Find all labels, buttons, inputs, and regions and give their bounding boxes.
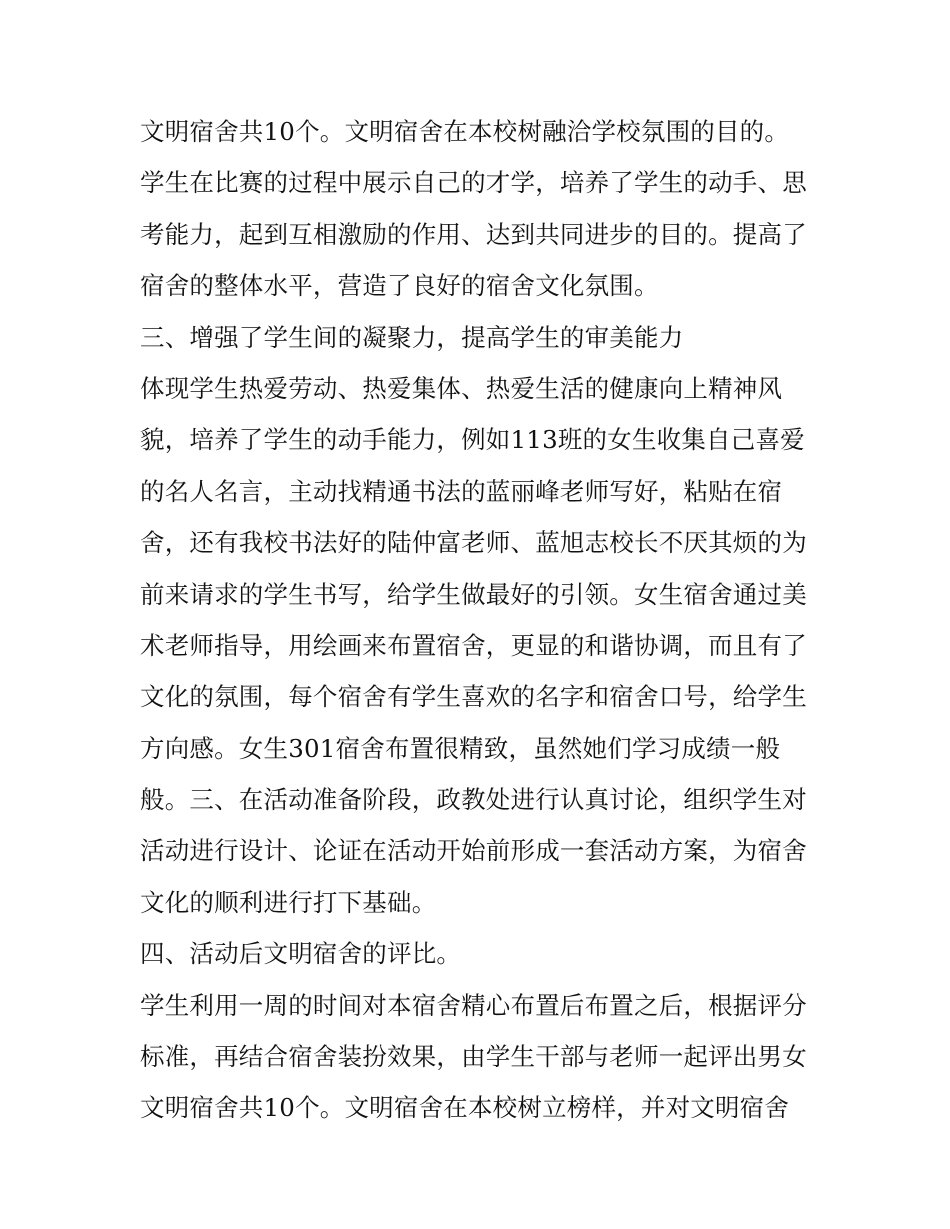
- text-line: 活动进行设计、论证在活动开始前形成一套活动方案，为宿舍: [140, 836, 807, 866]
- document-body: [140, 106, 820, 1134]
- section-heading: 三、增强了学生间的凝聚力，提高学生的审美能力: [140, 322, 684, 352]
- text-line: 的名人名言，主动找精通书法的蓝丽峰老师写好，粘贴在宿: [140, 476, 783, 506]
- text-line: 考能力，起到互相激励的作用、达到共同进步的目的。提高了: [140, 219, 807, 249]
- text-line: 前来请求的学生书写，给学生做最好的引领。女生宿舍通过美: [140, 579, 807, 609]
- text-line: 体现学生热爱劳动、热爱集体、热爱生活的健康向上精神风: [140, 373, 783, 403]
- text-line: 文明宿舍共10个。文明宿舍在本校树立榜样，并对文明宿舍: [140, 1093, 790, 1123]
- text-line: 舍，还有我校书法好的陆仲富老师、蓝旭志校长不厌其烦的为: [140, 528, 807, 558]
- text-line: 标准，再结合宿舍装扮效果，由学生干部与老师一起评出男女: [140, 1042, 807, 1072]
- text-line: 宿舍的整体水平，营造了良好的宿舍文化氛围。: [140, 271, 659, 301]
- text-line: 般。三、在活动准备阶段，政教处进行认真讨论，组织学生对: [140, 785, 807, 815]
- text-line: 文明宿舍共10个。文明宿舍在本校树融洽学校氛围的目的。: [140, 117, 790, 146]
- text-line: 文化的氛围，每个宿舍有学生喜欢的名字和宿舍口号，给学生: [140, 682, 807, 712]
- text-line: 方向感。女生301宿舍布置很精致，虽然她们学习成绩一般: [140, 733, 781, 763]
- text-line: 术老师指导，用绘画来布置宿舍，更显的和谐协调，而且有了: [140, 630, 807, 660]
- text-line: 学生利用一周的时间对本宿舍精心布置后布置之后，根据评分: [140, 990, 807, 1020]
- text-line: 貌，培养了学生的动手能力，例如113班的女生收集自己喜爱: [140, 425, 805, 455]
- section-heading: 四、活动后文明宿舍的评比。: [140, 939, 462, 969]
- text-line: 学生在比赛的过程中展示自己的才学，培养了学生的动手、思: [140, 168, 807, 198]
- text-line: 文化的顺利进行打下基础。: [140, 887, 437, 917]
